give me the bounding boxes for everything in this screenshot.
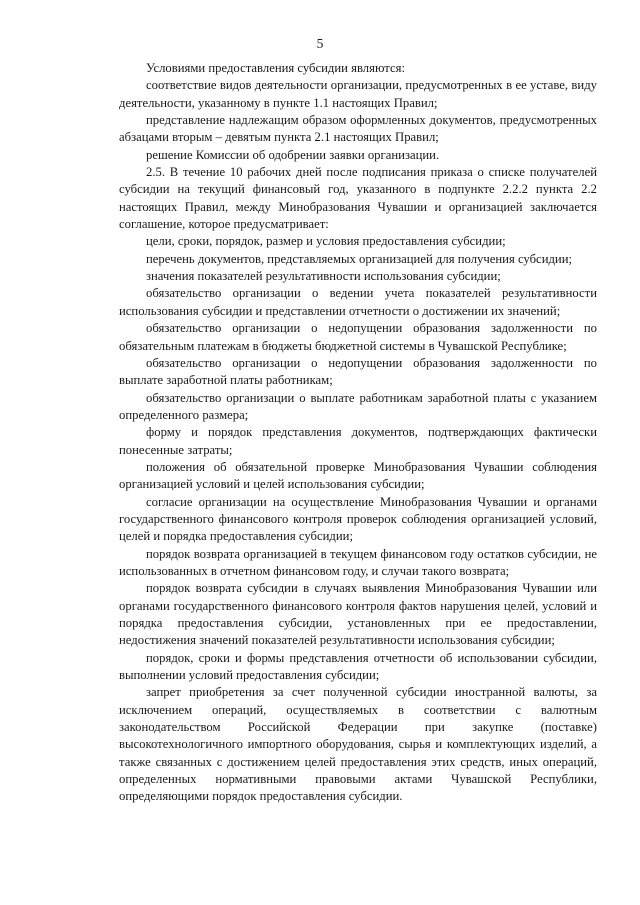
paragraph: обязательство организации о ведении учета показателей результативности использования субсидии и представлении отчетности о достижении их значений; [119,286,597,318]
paragraph: перечень документов, представляемых организацией для получения субсидии; [146,251,573,266]
paragraph: цели, сроки, порядок, размер и условия предоставления субсидии; [146,234,506,249]
paragraph: представление надлежащим образом оформленных документов, предусмотренных абзацами вторым – девятым пункта 2.1 настоящих Правил; [119,113,597,145]
paragraph: 2.5. В течение 10 рабочих дней после подписания приказа о списке получателей субсидии на текущий финансовый год, указанного в подпункте 2.2.2 пункта 2.2 настоящих Правил, между Минобразования Чувашии и организацией заключается соглашение, которое предусматривает: [119,165,597,232]
paragraph: обязательство организации о недопущении образования задолженности по выплате заработной платы работникам; [119,355,597,388]
paragraph: значения показателей результативности использования субсидии; [146,269,501,284]
paragraph: запрет приобретения за счет полученной субсидии иностранной валюты, за исключением операций, осуществляемых в соответствии с валютным законодательством Российской Федерации при закупке (поставке) высокотехнологичного импортного оборудования, сырья и комплектующих изделий, а также связанных с достижением целей предоставления этих средств, иных операций, определенных нормативными правовыми актами Чувашской Республики, определяющими порядок предоставления субсидии. [119,685,597,804]
document-body [119,60,597,806]
paragraph: обязательство организации о выплате работникам заработной платы с указанием определенного размера; [119,390,597,422]
paragraph: обязательство организации о недопущении образования задолженности по обязательным платежам в бюджеты бюджетной системы в Чувашской Республике; [119,321,597,353]
paragraph: положения об обязательной проверке Минобразования Чувашии соблюдения организацией условий и целей использования субсидии; [119,459,597,492]
paragraph: форму и порядок представления документов, подтверждающих фактически понесенные затраты; [119,425,597,457]
paragraph: порядок, сроки и формы представления отчетности об использовании субсидии, выполнении условий предоставления субсидии; [119,650,597,683]
paragraph: соответствие видов деятельности организации, предусмотренных в ее уставе, виду деятельности, указанному в пункте 1.1 настоящих Правил; [119,78,597,110]
paragraph: согласие организации на осуществление Минобразования Чувашии и органами государственного финансового контроля проверок соблюдения организацией условий, целей и порядка предоставления субсидии; [119,494,597,544]
paragraph: порядок возврата субсидии в случаях выявления Минобразования Чувашии или органами государственного финансового контроля фактов нарушения целей, условий и порядка предоставления субсидии, установленных при ее предоставлении, недостижения значений показателей результативности использования субсидии; [119,581,597,648]
paragraph: решение Комиссии об одобрении заявки организации. [146,147,440,162]
paragraph: порядок возврата организацией в текущем финансовом году остатков субсидии, не использованных в отчетном финансовом году, и случаи такого возврата; [119,546,597,578]
page-number: 5 [316,36,324,51]
paragraph: Условиями предоставления субсидии являются: [146,61,405,75]
